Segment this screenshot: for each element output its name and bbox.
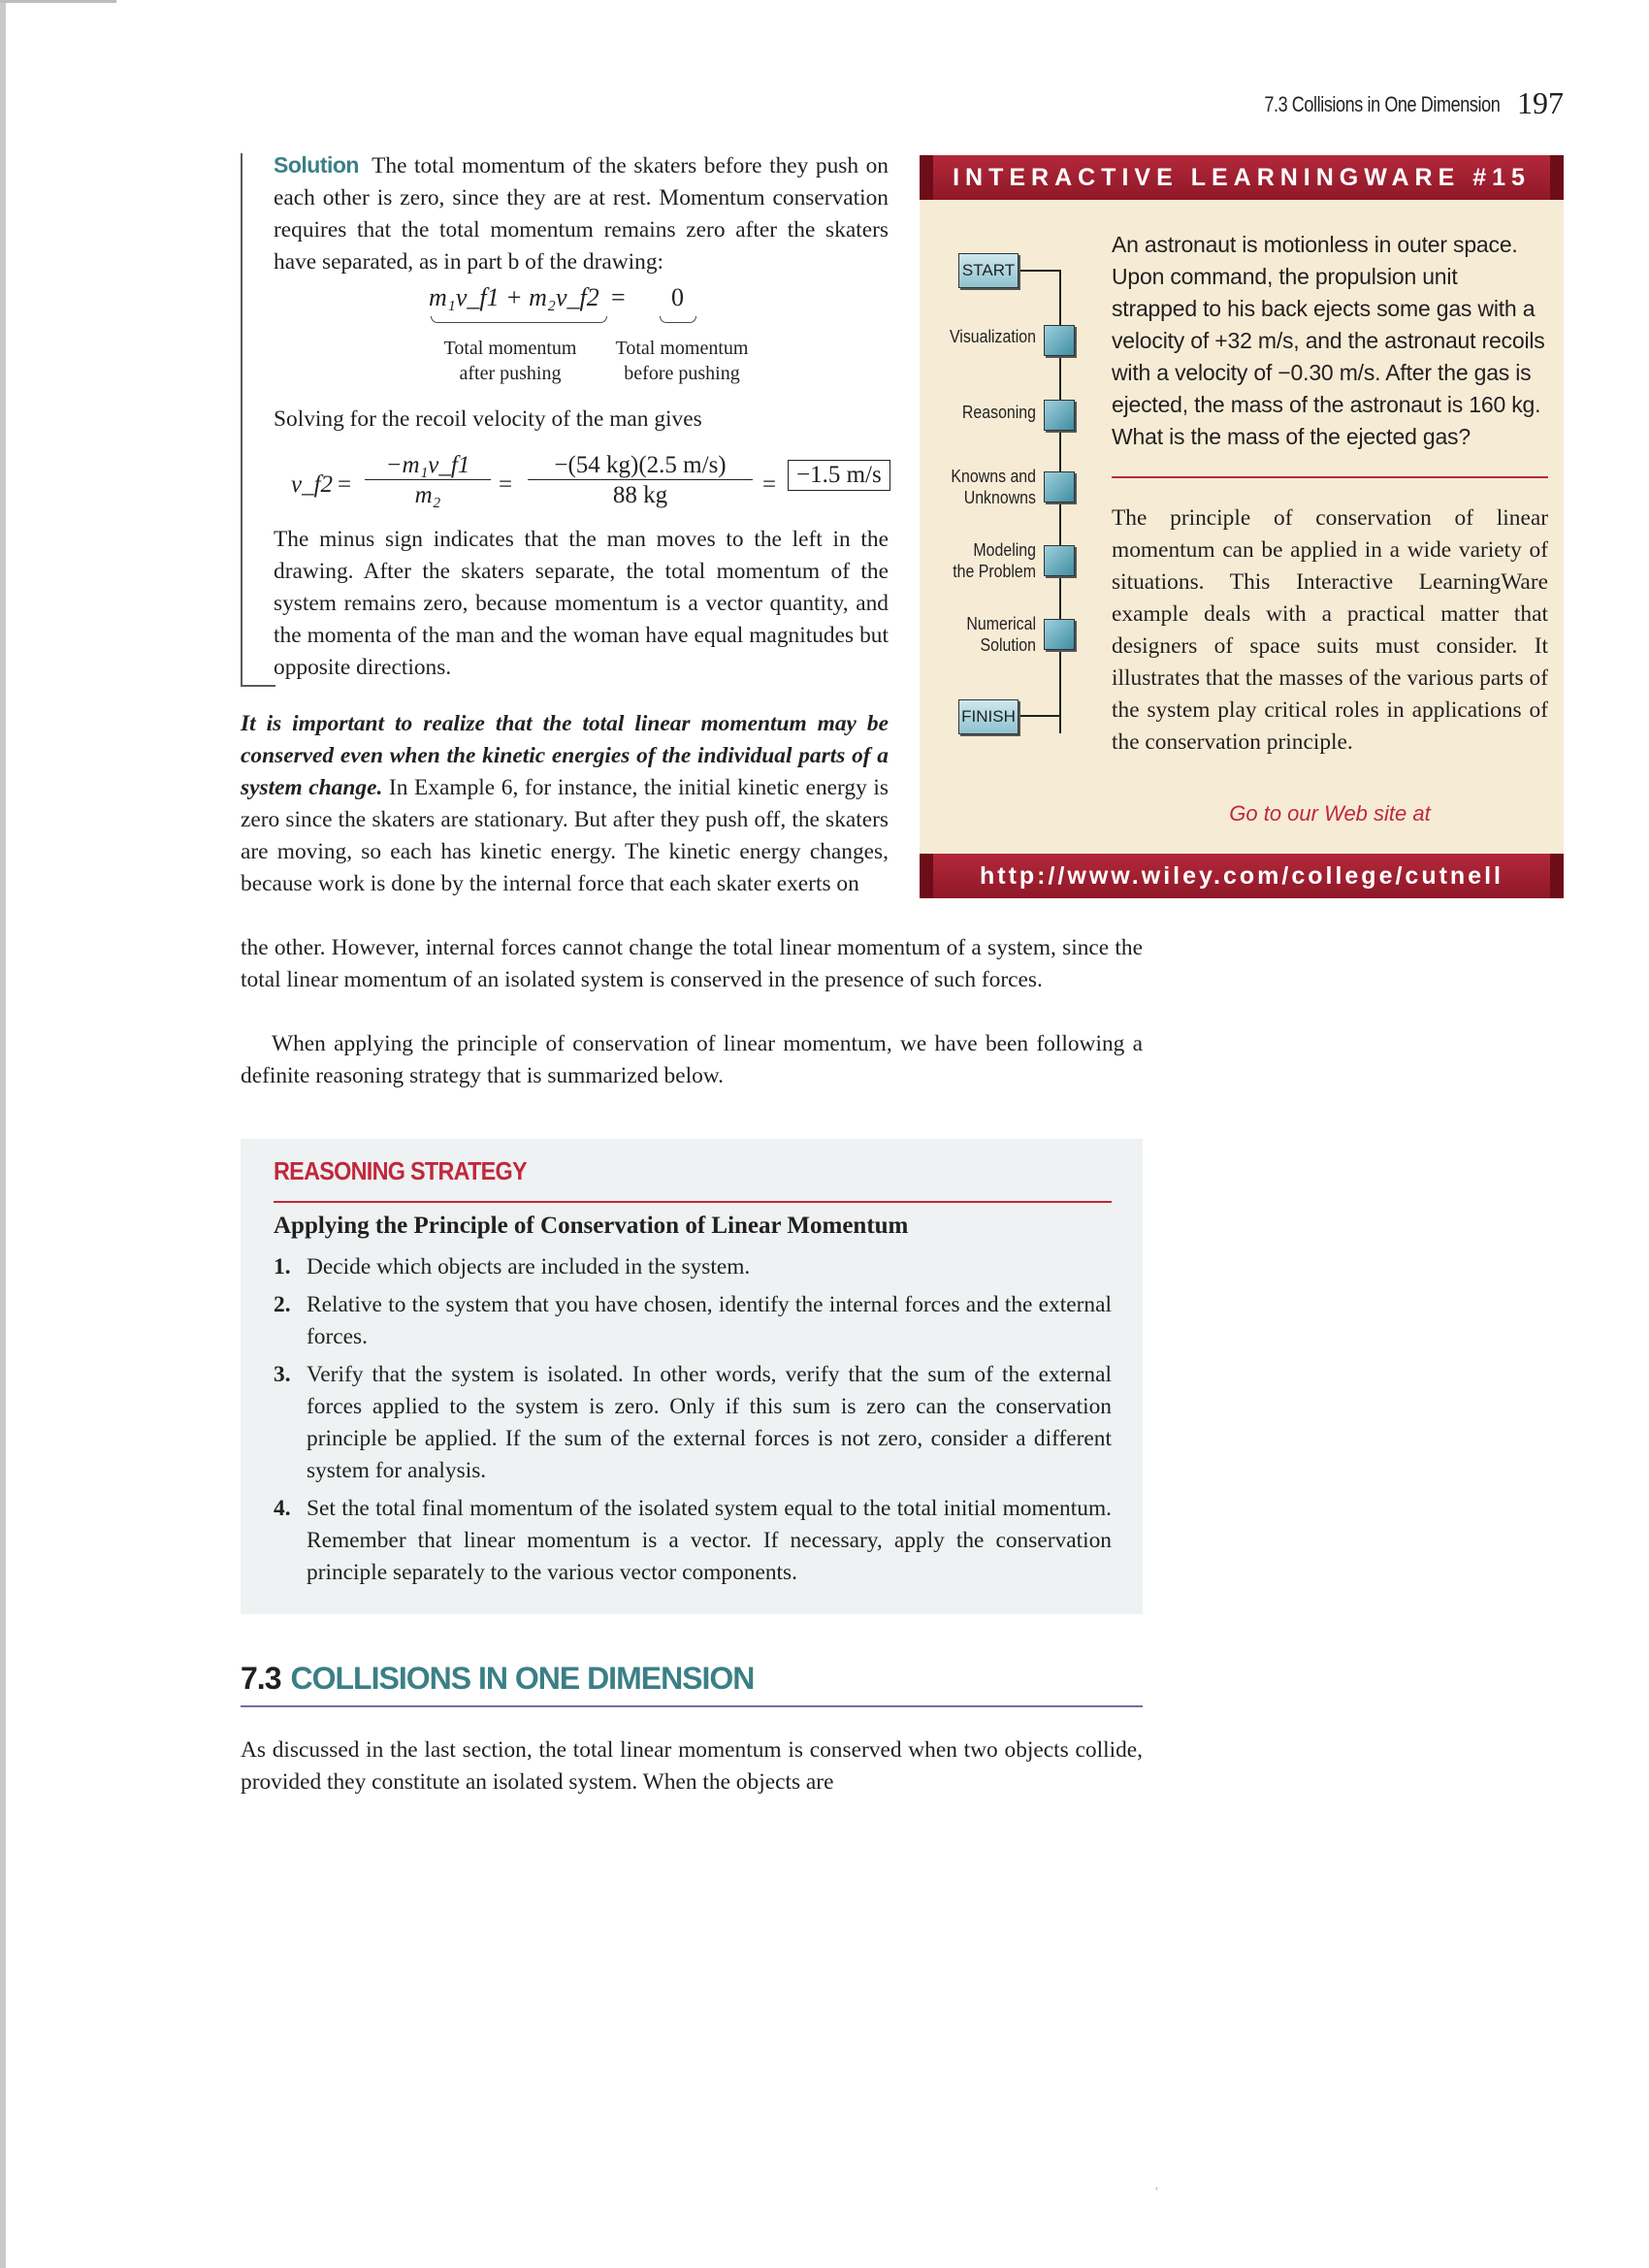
list-item-text: Decide which objects are included in the system. xyxy=(307,1254,751,1280)
learningware-panel xyxy=(920,155,1564,898)
learningware-url-link[interactable]: http://www.wiley.com/college/cutnell xyxy=(920,854,1564,898)
step-knowns-icon[interactable] xyxy=(1044,471,1075,502)
equation-equals: = xyxy=(611,283,626,311)
reasoning-strategy-rule xyxy=(274,1201,1112,1203)
step-numerical-line1: Numerical xyxy=(966,613,1036,633)
main-paragraph-2: When applying the principle of conservation of linear momentum, we have been following a definite reasoning strategy that is summarized below. xyxy=(241,1031,1143,1088)
section-paragraph: As discussed in the last section, the total linear momentum is conserved when two objects collide, provided they constitute an isolated system. When the objects are xyxy=(241,1737,1143,1795)
start-button[interactable]: START xyxy=(958,253,1018,288)
running-section-title: 7.3 Collisions in One Dimension xyxy=(1264,92,1500,116)
recoil-fraction-2 xyxy=(528,452,753,509)
list-item xyxy=(274,1359,1112,1487)
list-item-number: 1. xyxy=(274,1254,291,1280)
solution-paragraph xyxy=(274,149,889,278)
scan-top-mark xyxy=(0,0,116,3)
step-numerical-icon[interactable] xyxy=(1044,619,1075,650)
minus-sign-paragraph: The minus sign indicates that the man moves to the left in the drawing. After the skaters separate, the total momentum of the system remains zero, because momentum is a vector quantity, and the momenta of the man and the woman have equal magnitudes but opposite directions. xyxy=(274,527,889,680)
list-item-number: 3. xyxy=(274,1362,291,1387)
finish-button[interactable]: FINISH xyxy=(958,699,1018,734)
main-paragraph-1 xyxy=(241,708,889,900)
recoil-answer-box: −1.5 m/s xyxy=(788,460,890,491)
equation-lhs: m₁v_f1 + m₂v_f2 xyxy=(429,283,599,311)
list-item xyxy=(274,1289,1112,1353)
learningware-divider xyxy=(1112,476,1548,478)
learningware-title: INTERACTIVE LEARNINGWARE #15 xyxy=(920,155,1564,200)
step-modeling-line2: the Problem xyxy=(953,561,1036,581)
fraction-1-numerator: −m₁v_f1 xyxy=(365,452,491,480)
learningware-goto: Go to our Web site at xyxy=(1229,801,1431,826)
recoil-eq-sign-2: = xyxy=(499,471,513,498)
step-visualization-label xyxy=(943,326,1036,347)
equation-rhs: 0 xyxy=(671,283,684,311)
rhs-caption xyxy=(599,336,764,386)
recoil-lhs: v_f2 xyxy=(291,471,334,498)
reasoning-strategy-box xyxy=(241,1139,1143,1614)
step-reasoning-icon[interactable] xyxy=(1044,400,1075,431)
step-visualization-line1: Visualization xyxy=(949,326,1036,346)
page-number: 197 xyxy=(1517,85,1564,120)
step-modeling-label xyxy=(943,539,1036,582)
step-reasoning-line1: Reasoning xyxy=(961,402,1036,422)
solution-rule-foot xyxy=(241,685,275,687)
step-knowns-label xyxy=(943,466,1036,508)
recoil-equation xyxy=(291,452,892,520)
scan-edge xyxy=(0,0,6,2268)
lhs-caption-line2: after pushing xyxy=(459,363,562,384)
reasoning-strategy-subtitle: Applying the Principle of Conservation of Linear Momentum xyxy=(274,1213,909,1239)
recoil-eq-sign-1: = xyxy=(338,471,352,498)
recoil-fraction-1 xyxy=(365,452,491,509)
list-item-number: 4. xyxy=(274,1496,291,1521)
recoil-eq-sign-3: = xyxy=(762,471,777,498)
emphasis-text: It is important to realize that the total linear momentum may be conserved even when the kinetic energies of the individual parts of a system change. xyxy=(241,711,889,800)
flow-tick-finish xyxy=(1017,715,1061,717)
step-visualization-icon[interactable] xyxy=(1044,325,1075,356)
list-item-text: Set the total final momentum of the isolated system equal to the total initial momentum. Remember that linear momentum is a vector. If necessary, apply the conservation principle separately to the various vector components. xyxy=(307,1496,1112,1585)
solution-text: The total momentum of the skaters before they push on each other is zero, since they are at rest. Momentum conservation requires that the total momentum remains zero after the skaters have separated, as in part b of the drawing: xyxy=(274,153,889,275)
step-modeling-line1: Modeling xyxy=(973,539,1036,560)
fraction-2-denominator: 88 kg xyxy=(612,482,668,508)
section-title: COLLISIONS IN ONE DIMENSION xyxy=(290,1661,755,1696)
flow-tick-start xyxy=(1017,270,1061,272)
learningware-description: The principle of conservation of linear momentum can be applied in a wide variety of situations. This Interactive LearningWare example deals with a practical matter that designers of space suits must consider. It illustrates that the masses of the various parts of the system play critical roles in applications of the conservation principle. xyxy=(1112,505,1548,755)
main-paragraph-1-continued: the other. However, internal forces cannot change the total linear momentum of a system, since the total linear momentum of an isolated system is conserved in the presence of such forces. xyxy=(241,935,1143,992)
list-item-text: Relative to the system that you have chosen, identify the internal forces and the external forces. xyxy=(307,1292,1112,1349)
scan-blemish: ʿ xyxy=(1154,2187,1159,2201)
main-paragraph-1-rest: In Example 6, for instance, the initial kinetic energy is zero since the skaters are stationary. But after they push off, the skaters are moving, so each has kinetic energy. The kinetic energy changes, because work is done by the internal force that each skater exerts on xyxy=(241,775,889,896)
fraction-1-denominator: m₂ xyxy=(414,482,441,508)
solution-label: Solution xyxy=(274,152,359,178)
reasoning-strategy-title: REASONING STRATEGY xyxy=(274,1156,527,1185)
learningware-problem: An astronaut is motionless in outer space. Upon command, the propulsion unit strapped to his back ejects some gas with a velocity of +32 m/s, and the astronaut recoils with a velocity of −0.30 m/s. After the gas is ejected, the mass of the astronaut is 160 kg. What is the mass of the ejected gas? xyxy=(1112,232,1545,449)
lhs-caption-line1: Total momentum xyxy=(443,338,577,359)
rhs-brace xyxy=(660,316,696,323)
step-numerical-label xyxy=(943,613,1036,656)
solution-rule xyxy=(241,153,242,687)
list-item-number: 2. xyxy=(274,1292,291,1317)
rhs-caption-line2: before pushing xyxy=(624,363,740,384)
step-numerical-line2: Solution xyxy=(980,634,1036,655)
list-item-text: Verify that the system is isolated. In other words, verify that the sum of the external forces applied to the system is zero. Only if this sum is zero can the conservation principle be applied. If the sum of the external forces is not zero, consider a different system for analysis. xyxy=(307,1362,1112,1483)
step-knowns-line2: Unknowns xyxy=(963,487,1036,507)
solve-text: Solving for the recoil velocity of the man gives xyxy=(274,406,702,432)
running-header xyxy=(1203,85,1564,121)
list-item xyxy=(274,1493,1112,1589)
lhs-brace xyxy=(431,316,607,323)
list-item xyxy=(274,1251,1112,1283)
section-heading xyxy=(241,1661,1143,1707)
step-reasoning-label xyxy=(943,402,1036,423)
lhs-caption xyxy=(423,336,598,386)
section-number: 7.3 xyxy=(241,1661,281,1696)
step-knowns-line1: Knowns and xyxy=(951,466,1036,486)
rhs-caption-line1: Total momentum xyxy=(615,338,749,359)
reasoning-strategy-list xyxy=(274,1251,1112,1595)
step-modeling-icon[interactable] xyxy=(1044,545,1075,576)
fraction-2-numerator: −(54 kg)(2.5 m/s) xyxy=(528,452,753,480)
